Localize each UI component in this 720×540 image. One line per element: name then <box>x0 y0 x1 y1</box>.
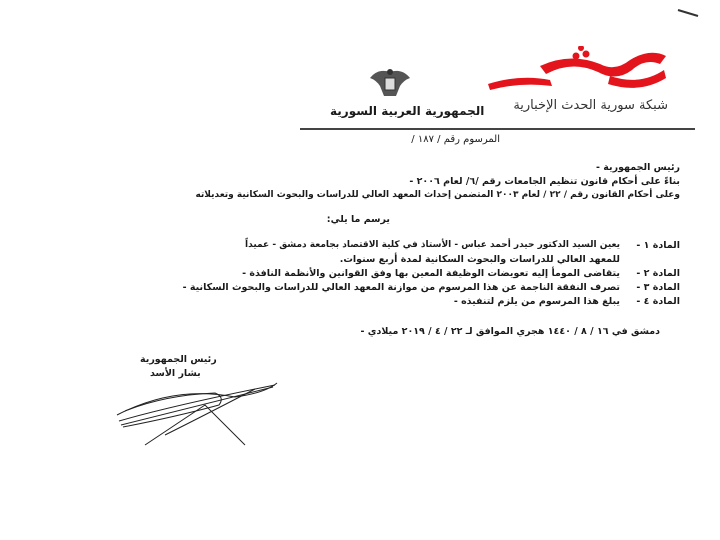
article-2-text: يتقاضى المومأ إليه تعويضات الوظيفة المعين بها وفق القوانين والأنظمة النافذة - <box>242 268 620 279</box>
signature-icon <box>115 375 285 455</box>
article-4-label: المادة ٤ - <box>636 296 680 307</box>
article-3-label: المادة ٣ - <box>636 282 680 293</box>
article-1-label: المادة ١ - <box>636 240 680 251</box>
watermark-tagline: شبكة سورية الحدث الإخبارية <box>513 98 668 113</box>
legal-basis-2: وعلى أحكام القانون رقم / ٢٢ / لعام ٢٠٠٣ المتضمن إحداث المعهد العالي للدراسات والبحوث السكانية وتعديلاته <box>195 190 680 200</box>
country-name: الجمهورية العربية السورية <box>330 104 485 118</box>
legal-basis-1: بناءً على أحكام قانون تنظيم الجامعات رقم /٦/ لعام ٢٠٠٦ - <box>409 176 680 187</box>
signatory-title: رئيس الجمهورية <box>140 354 217 365</box>
site-watermark-logo <box>480 46 670 116</box>
article-1-text: يعين السيد الدكتور حيدر أحمد عباس - الأستاذ في كلية الاقتصاد بجامعة دمشق - عميداً <box>245 240 620 250</box>
decrees-heading: يرسم ما يلي: <box>326 214 390 225</box>
scan-mark-icon <box>676 8 700 18</box>
article-3-text: تصرف النفقة الناجمة عن هذا المرسوم من موازنة المعهد العالي للدراسات والبحوث السكانية - <box>182 282 620 293</box>
syrian-emblem-icon <box>366 66 414 100</box>
header-divider <box>300 128 695 130</box>
decree-number: المرسوم رقم / ١٨٧ / <box>411 134 500 145</box>
article-4-text: يبلغ هذا المرسوم من يلزم لتنفيذه - <box>453 296 620 307</box>
alhadath-logo-icon <box>480 46 670 94</box>
signatory-name: بشار الأسد <box>150 368 201 379</box>
article-2-label: المادة ٢ - <box>636 268 680 279</box>
article-1-text-cont: للمعهد العالي للدراسات والبحوث السكانية لمدة أربع سنوات. <box>339 254 620 265</box>
date-line: دمشق في ١٦ / ٨ / ١٤٤٠ هجري الموافق لـ ٢٢ / ٤ / ٢٠١٩ ميلادي - <box>360 326 660 337</box>
issuer-line: رئيس الجمهورية - <box>596 162 680 173</box>
